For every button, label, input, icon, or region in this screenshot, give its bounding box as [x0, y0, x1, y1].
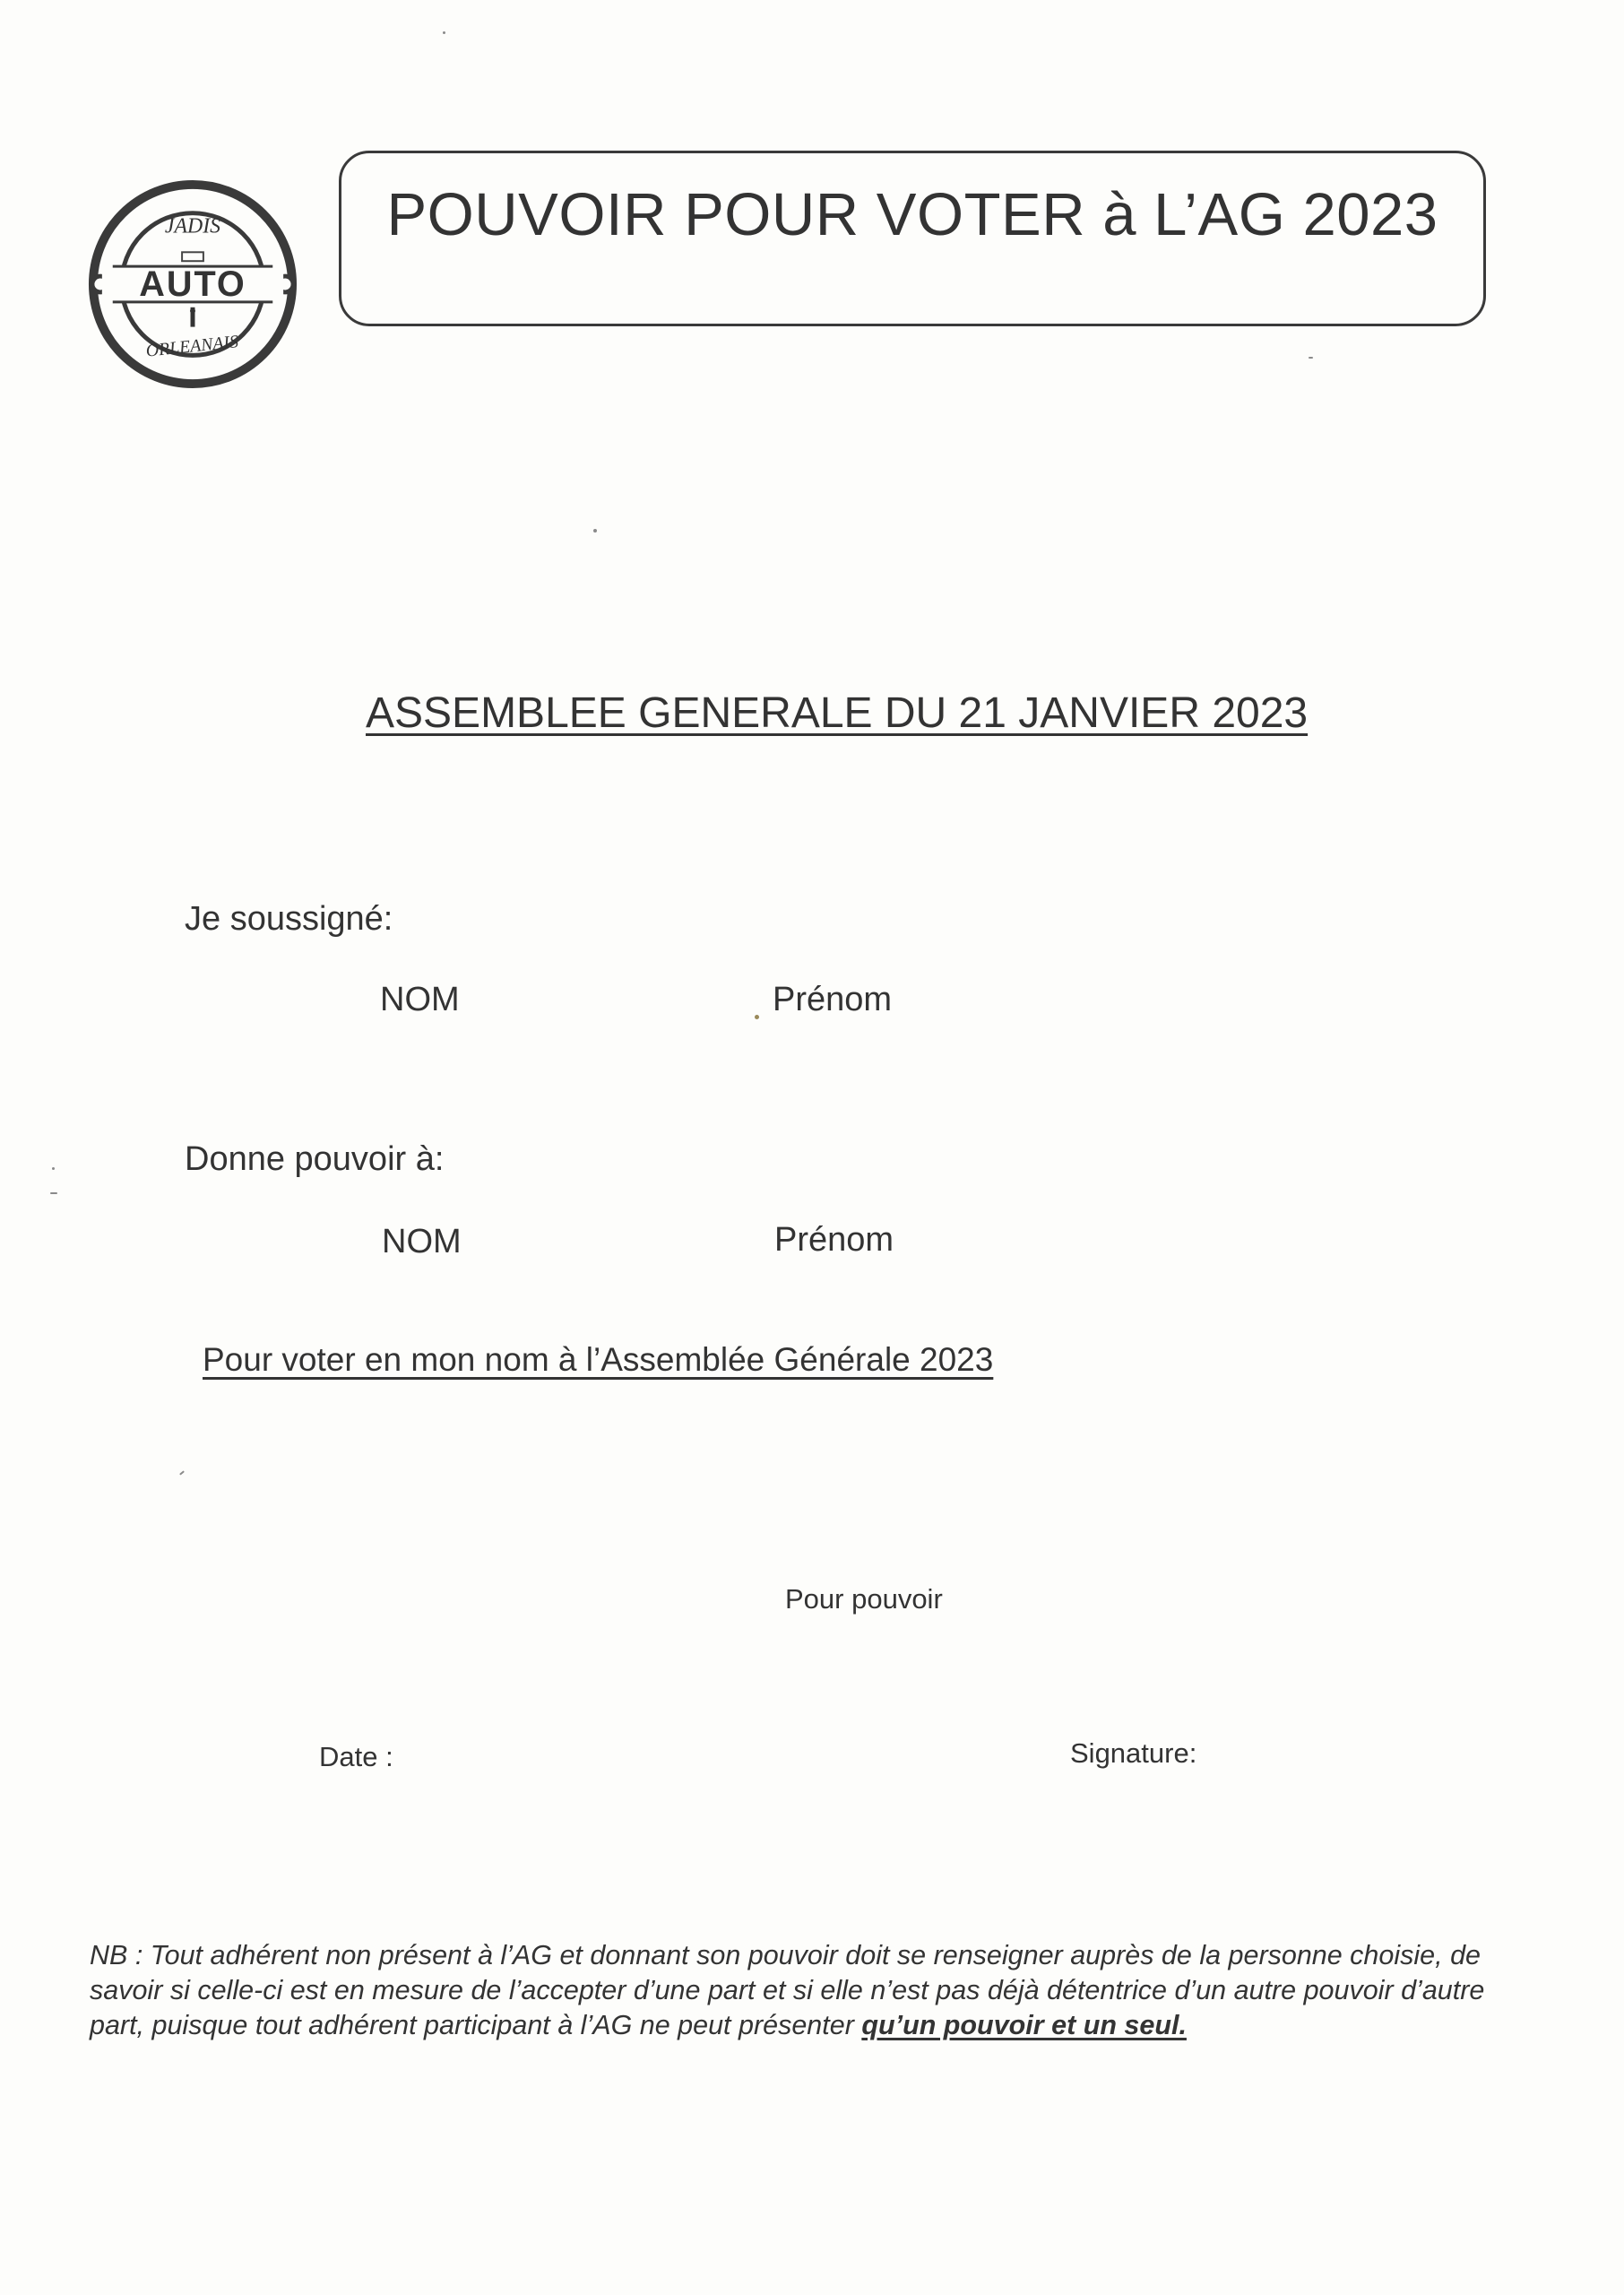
scan-speck: [52, 1167, 55, 1170]
nb-note: [90, 1938, 1524, 2043]
grantor-prenom-label: Prénom: [773, 981, 893, 1018]
logo-main-text: AUTO: [139, 264, 246, 304]
title-box: [339, 151, 1486, 326]
assembly-subtitle: ASSEMBLEE GENERALE DU 21 JANVIER 2023: [366, 689, 1309, 737]
grantor-nom-label: NOM: [380, 981, 460, 1018]
proxy-prenom-label: Prénom: [774, 1221, 894, 1259]
logo-top-text: JADIS: [164, 214, 221, 238]
page-title: POUVOIR POUR VOTER à L’AG 2023: [386, 181, 1438, 248]
signature-label: Signature:: [1070, 1737, 1197, 1769]
proxy-heading: Donne pouvoir à:: [185, 1140, 445, 1178]
scan-speck: [1309, 357, 1313, 359]
scan-speck: [443, 31, 445, 34]
scan-speck: [593, 529, 597, 533]
scan-speck: [755, 1015, 759, 1019]
proxy-nom-label: NOM: [382, 1223, 462, 1260]
pour-pouvoir-label: Pour pouvoir: [785, 1583, 943, 1615]
scan-speck: [50, 1192, 57, 1194]
nb-note-emphasis: qu’un pouvoir et un seul.: [861, 2010, 1187, 2040]
purpose-statement: Pour voter en mon nom à l’Assemblée Générale 2023: [203, 1341, 994, 1378]
nb-note-text: NB : Tout adhérent non présent à l’AG et donnant son pouvoir doit se renseigner auprès de la personne choisie, de savoir si celle-ci est en mesure de l’accepter d’une part et si elle n’est pas déjà détentrice d’un autre pouvoir d’autre part, puisque tout adhérent participant à l’AG ne peut présenter: [90, 1940, 1485, 2040]
grantor-heading: Je soussigné:: [185, 900, 393, 938]
club-logo: [86, 178, 299, 391]
scan-speck: [179, 1470, 185, 1475]
date-label: Date :: [319, 1741, 393, 1772]
logo-bottom-text: ORLEANAIS: [144, 332, 240, 361]
